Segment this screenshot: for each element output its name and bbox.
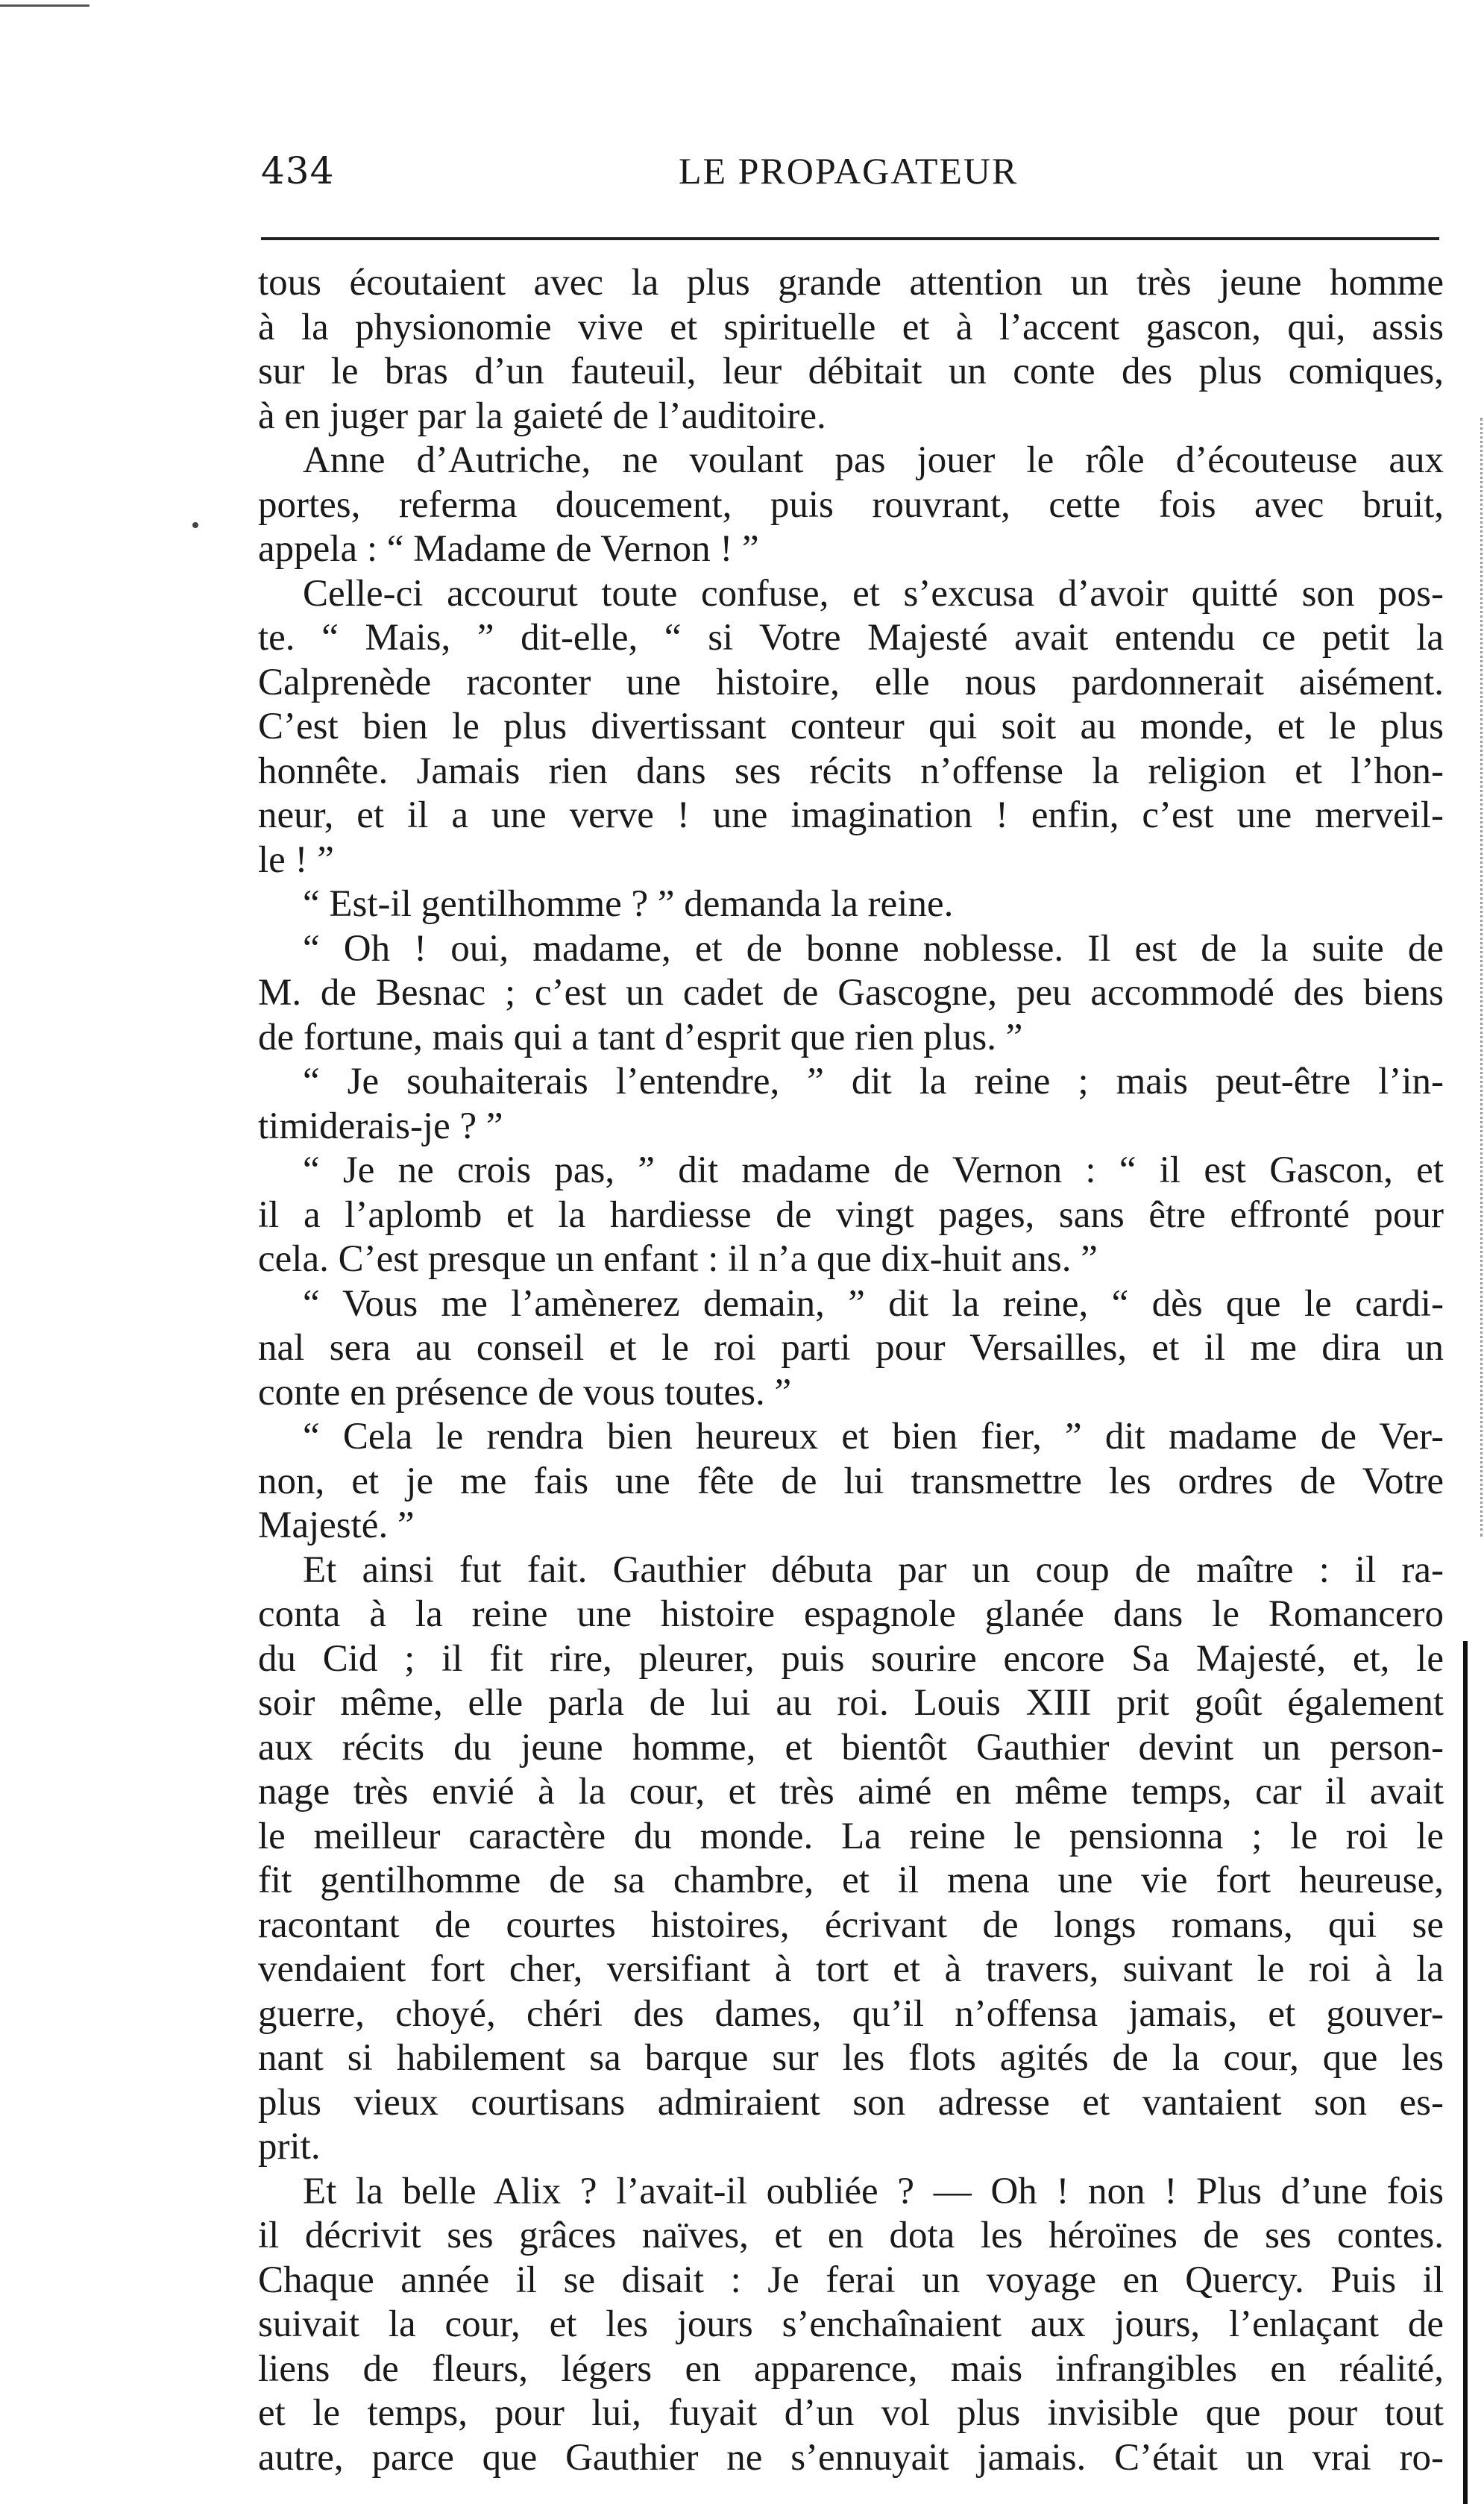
text-line: racontant de courtes histoires, écrivant de longs romans, qui se — [258, 1904, 1444, 1946]
text-line: du Cid ; il fit rire, pleurer, puis sourire encore Sa Majesté, et, le — [258, 1637, 1444, 1680]
text-line: Chaque année il se disait : Je ferai un voyage en Quercy. Puis il — [258, 2259, 1444, 2301]
text-line: portes, referma doucement, puis rouvrant, cette fois avec bruit, — [258, 483, 1444, 526]
page-header — [261, 149, 1439, 209]
text-line: il a l’aplomb et la hardiesse de vingt pages, sans être effronté pour — [258, 1193, 1444, 1236]
text-line: conte en présence de vous toutes. ” — [258, 1371, 792, 1413]
text-line: le meilleur caractère du monde. La reine le pensionna ; le roi le — [258, 1815, 1444, 1857]
text-line: appela : “ Madame de Vernon ! ” — [258, 528, 759, 570]
text-line: tous écoutaient avec la plus grande attention un très jeune homme — [258, 262, 1444, 304]
text-line: timiderais-je ? ” — [258, 1105, 503, 1147]
text-line: honnête. Jamais rien dans ses récits n’offense la religion et l’hon- — [258, 750, 1444, 792]
text-line: nal sera au conseil et le roi parti pour Versailles, et il me dira un — [258, 1327, 1444, 1369]
text-line: guerre, choyé, chéri des dames, qu’il n’offensa jamais, et gouver- — [258, 1992, 1444, 2035]
text-line: aux récits du jeune homme, et bientôt Gauthier devint un person- — [258, 1726, 1444, 1769]
text-line: Anne d’Autriche, ne voulant pas jouer le rôle d’écouteuse aux — [303, 439, 1444, 481]
text-line: Majesté. ” — [258, 1504, 415, 1546]
text-line: fit gentilhomme de sa chambre, et il mena une vie fort heureuse, — [258, 1860, 1444, 1901]
text-line: C’est bien le plus divertissant conteur qui soit au monde, et le plus — [258, 706, 1444, 747]
text-line: prit. — [258, 2126, 321, 2168]
header-rule — [261, 237, 1439, 240]
text-line: sur le bras d’un fauteuil, leur débitait un conte des plus comiques, — [258, 351, 1444, 392]
text-line: Et ainsi fut fait. Gauthier débuta par un coup de maître : il ra- — [303, 1548, 1444, 1591]
text-line: autre, parce que Gauthier ne s’ennuyait jamais. C’était un vrai ro- — [258, 2436, 1444, 2479]
text-line: Et la belle Alix ? l’avait-il oubliée ? — Oh ! non ! Plus d’une fois — [303, 2170, 1444, 2212]
text-line: “ Je souhaiterais l’entendre, ” dit la reine ; mais peut-être l’in- — [303, 1061, 1444, 1102]
text-line: cela. C’est presque un enfant : il n’a que dix-huit ans. ” — [258, 1238, 1098, 1280]
text-line: Celle-ci accourut toute confuse, et s’excusa d’avoir quitté son pos- — [303, 572, 1444, 615]
text-line: neur, et il a une verve ! une imagination ! enfin, c’est une merveil- — [258, 794, 1444, 836]
text-line: Calprenède raconter une histoire, elle nous pardonnerait aisément. — [258, 661, 1444, 703]
running-title: LE PROPAGATEUR — [679, 150, 1019, 192]
text-line: suivait la cour, et les jours s’enchaînaient aux jours, l’enlaçant de — [258, 2303, 1444, 2345]
text-line: il décrivit ses grâces naïves, et en dota les héroïnes de ses contes. — [258, 2215, 1444, 2256]
text-line: nant si habilement sa barque sur les flots agités de la cour, que les — [258, 2037, 1444, 2079]
text-line: “ Cela le rendra bien heureux et bien fier, ” dit madame de Ver- — [303, 1416, 1444, 1457]
text-line: conta à la reine une histoire espagnole glanée dans le Romancero — [258, 1593, 1444, 1635]
scan-edge-dots — [1480, 418, 1484, 1537]
text-line: à la physionomie vive et spirituelle et à l’accent gascon, qui, assis — [258, 306, 1444, 348]
text-line: le ! ” — [258, 838, 334, 881]
text-line: non, et je me fais une fête de lui transmettre les ordres de Votre — [258, 1460, 1444, 1502]
text-line: M. de Besnac ; c’est un cadet de Gascogne, peu accommodé des biens — [258, 972, 1444, 1014]
text-line: vendaient fort cher, versifiant à tort et à travers, suivant le roi à la — [258, 1948, 1444, 1990]
scan-mark — [0, 4, 89, 7]
page-number: 434 — [261, 149, 335, 192]
text-line: et le temps, pour lui, fuyait d’un vol plus invisible que pour tout — [258, 2392, 1444, 2434]
text-line: te. “ Mais, ” dit-elle, “ si Votre Majesté avait entendu ce petit la — [258, 617, 1444, 659]
text-line: plus vieux courtisans admiraient son adresse et vantaient son es- — [258, 2081, 1444, 2124]
margin-dot — [192, 522, 198, 528]
text-line: “ Je ne crois pas, ” dit madame de Vernon : “ il est Gascon, et — [303, 1149, 1444, 1191]
text-line: liens de fleurs, légers en apparence, mais infrangibles en réalité, — [258, 2347, 1444, 2390]
text-line: à en juger par la gaieté de l’auditoire. — [258, 395, 826, 437]
text-line: “ Oh ! oui, madame, et de bonne noblesse. Il est de la suite de — [303, 927, 1444, 970]
text-line: “ Vous me l’amènerez demain, ” dit la reine, “ dès que le cardi- — [303, 1282, 1444, 1325]
text-line: de fortune, mais qui a tant d’esprit que rien plus. ” — [258, 1016, 1023, 1058]
body-text — [258, 261, 1444, 2479]
scan-edge-bar — [1463, 1641, 1468, 2504]
text-line: “ Est-il gentilhomme ? ” demanda la reine. — [303, 883, 954, 925]
text-line: soir même, elle parla de lui au roi. Louis XIII prit goût également — [258, 1682, 1444, 1724]
text-line: nage très envié à la cour, et très aimé en même temps, car il avait — [258, 1771, 1444, 1813]
